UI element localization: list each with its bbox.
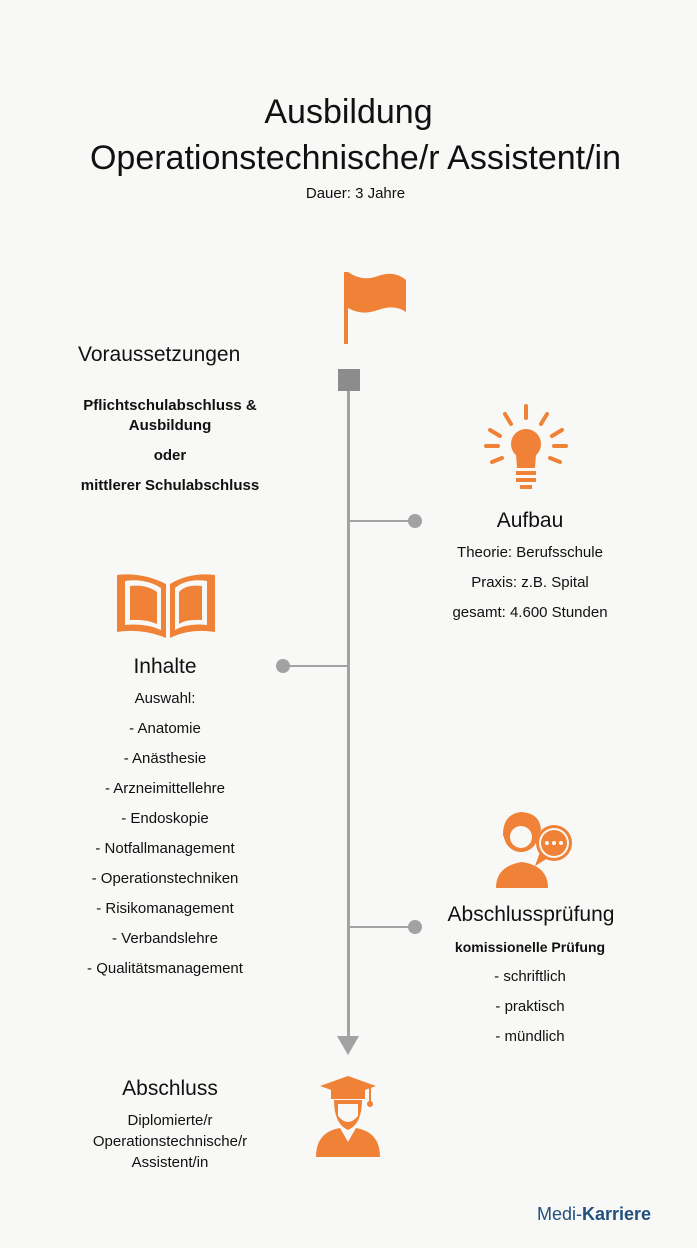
abschluss-line2: Operationstechnische/r [92,1133,248,1150]
abschlusspruefung-item: - mündlich [495,1028,565,1045]
inhalte-item: - Anästhesie [123,750,207,767]
voraussetzungen-line2: Ausbildung [128,417,212,434]
flag-icon [344,272,406,344]
voraussetzungen-line3: oder [153,447,187,464]
brand-part2: Karriere [582,1204,652,1224]
abschluss-line3: Assistent/in [131,1154,209,1171]
page-title-line1: Ausbildung [264,93,433,131]
voraussetzungen-line1: Pflichtschulabschluss & [83,397,257,414]
aufbau-item: Theorie: Berufsschule [457,544,603,561]
voraussetzungen-line4: mittlerer Schulabschluss [80,477,260,494]
duration-text: Dauer: 3 Jahre [305,185,406,202]
book-icon [117,574,215,638]
lightbulb-icon [486,406,566,489]
abschluss-line1: Diplomierte/r [127,1112,213,1129]
aufbau-item: gesamt: 4.600 Stunden [452,604,608,621]
aufbau-item: Praxis: z.B. Spital [471,574,589,591]
inhalte-list [55,684,275,984]
abschlusspruefung-item: - schriftlich [494,968,566,985]
inhalte-item: - Notfallmanagement [95,840,235,857]
timeline-start-marker [338,369,360,391]
inhalte-item: - Risikomanagement [96,900,234,917]
graduate-icon [316,1076,380,1157]
inhalte-dot [276,659,290,673]
aufbau-title: Aufbau [496,509,564,532]
abschlusspruefung-list [420,932,640,1052]
abschlusspruefung-item: - praktisch [495,998,565,1015]
inhalte-item: Auswahl: [134,690,196,707]
inhalte-item: - Operationstechniken [91,870,239,887]
inhalte-item: - Arzneimittellehre [104,780,226,797]
inhalte-item: - Anatomie [129,720,201,737]
abschluss-title: Abschluss [122,1077,218,1100]
timeline-arrow [337,1036,359,1055]
abschlusspruefung-subtitle: komissionelle Prüfung [454,939,606,955]
abschlusspruefung-title: Abschlussprüfung [447,903,615,926]
brand-part1: Medi- [537,1204,583,1224]
aufbau-dot [408,514,422,528]
inhalte-item: - Endoskopie [121,810,209,827]
abschluss-text [60,1110,280,1173]
speaker-bubble-icon [496,812,572,888]
voraussetzungen-text [60,396,280,496]
brand-logo [537,1204,651,1225]
timeline-line [347,391,350,1039]
inhalte-item: - Verbandslehre [112,930,218,947]
page-title-line2: Operationstechnische/r Assistent/in [89,139,622,177]
inhalte-item: - Qualitätsmanagement [87,960,243,977]
inhalte-title: Inhalte [133,655,197,678]
voraussetzungen-title: Voraussetzungen [78,343,241,366]
aufbau-list [420,538,640,628]
